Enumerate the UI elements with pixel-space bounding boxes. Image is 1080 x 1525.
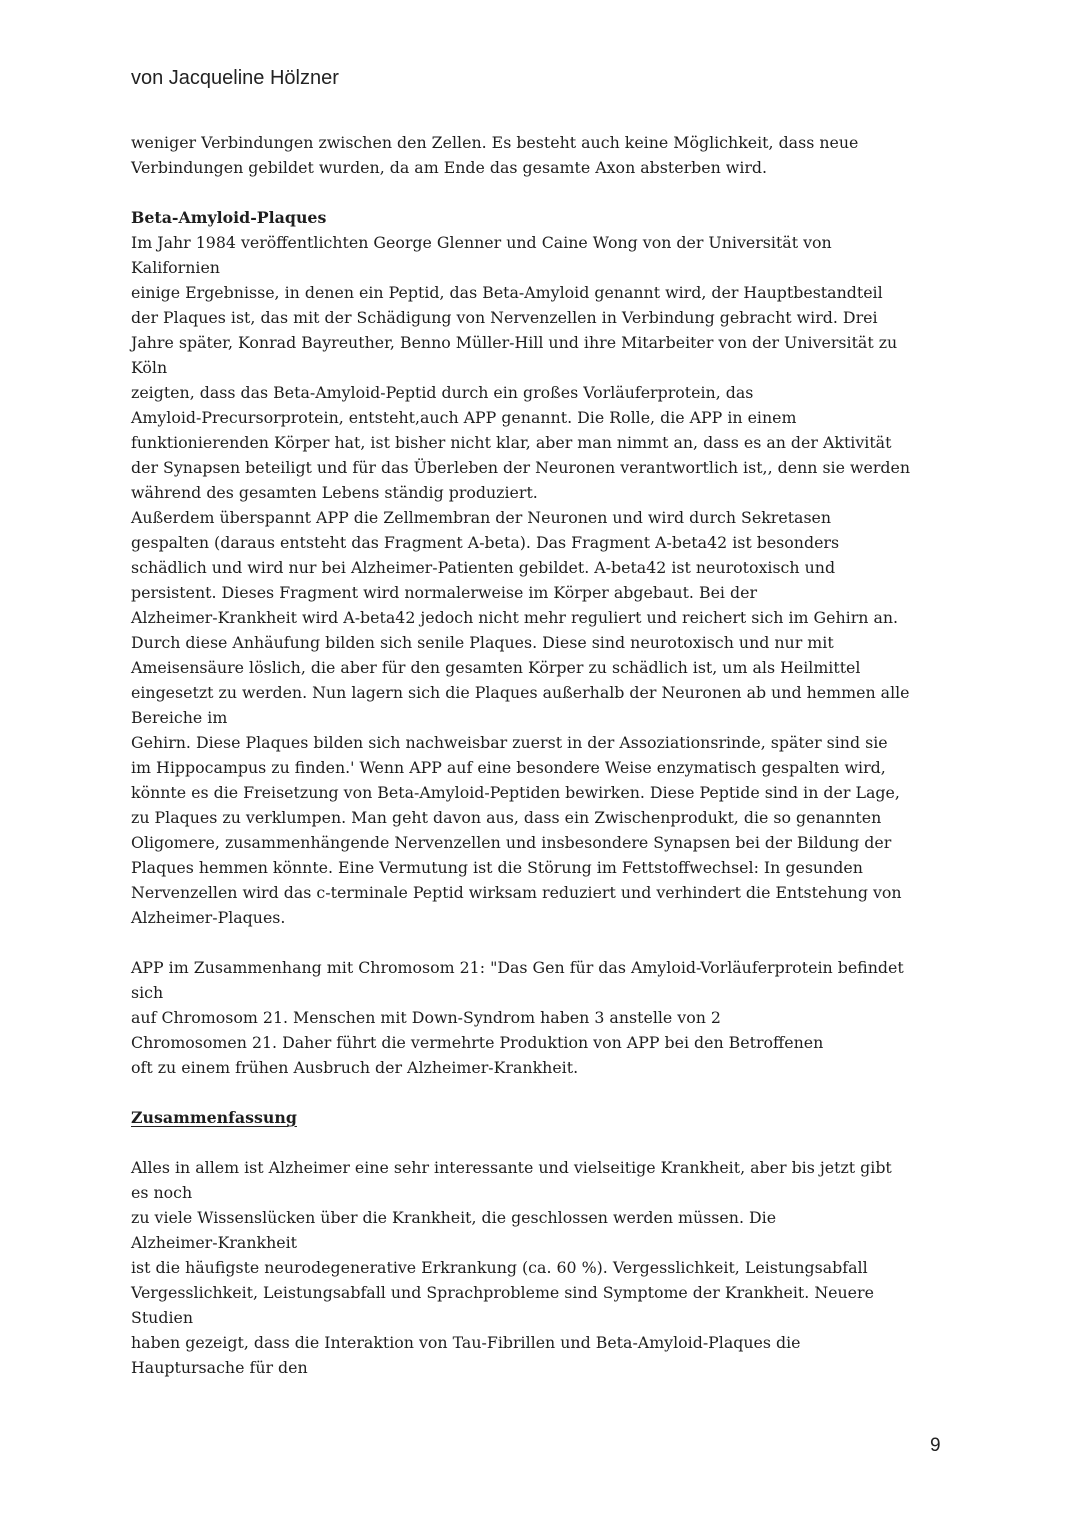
- paragraph-spacer: [131, 1130, 961, 1155]
- text-line: ist die häufigste neurodegenerative Erkrankung (ca. 60 %). Vergesslichkeit, Leistungsabfall: [131, 1258, 868, 1277]
- text-line: haben gezeigt, dass die Interaktion von Tau-Fibrillen und Beta-Amyloid-Plaques die: [131, 1333, 801, 1352]
- text-line: Jahre später, Konrad Bayreuther, Benno Müller-Hill und ihre Mitarbeiter von der Universität zu: [131, 333, 898, 352]
- page-number: 9: [930, 1435, 941, 1456]
- text-line: Oligomere, zusammenhängende Nervenzellen und insbesondere Synapsen bei der Bildung der: [131, 833, 892, 852]
- document-body: [131, 130, 961, 1380]
- section-heading-beta-amyloid: Beta-Amyloid-Plaques: [131, 208, 327, 227]
- text-line: persistent. Dieses Fragment wird normalerweise im Körper abgebaut. Bei der: [131, 583, 757, 602]
- text-line: eingesetzt zu werden. Nun lagern sich die Plaques außerhalb der Neuronen ab und hemmen alle: [131, 683, 910, 702]
- text-line: es noch: [131, 1183, 193, 1202]
- text-line: funktionierenden Körper hat, ist bisher nicht klar, aber man nimmt an, dass es an der Aktivität: [131, 433, 892, 452]
- text-line: schädlich und wird nur bei Alzheimer-Patienten gebildet. A-beta42 ist neurotoxisch und: [131, 558, 836, 577]
- text-line: oft zu einem frühen Ausbruch der Alzheimer-Krankheit.: [131, 1058, 579, 1077]
- paragraph-spacer: [131, 930, 961, 955]
- text-line: APP im Zusammenhang mit Chromosom 21: "Das Gen für das Amyloid-Vorläuferprotein befindet: [131, 958, 904, 977]
- text-line: Chromosomen 21. Daher führt die vermehrte Produktion von APP bei den Betroffenen: [131, 1033, 824, 1052]
- text-line: Hauptursache für den: [131, 1358, 308, 1377]
- page-header-author: von Jacqueline Hölzner: [131, 67, 339, 89]
- beta-amyloid-section: [131, 205, 961, 930]
- text-line: Studien: [131, 1308, 194, 1327]
- text-line: während des gesamten Lebens ständig produziert.: [131, 483, 538, 502]
- text-line: Verbindungen gebildet wurden, da am Ende das gesamte Axon absterben wird.: [131, 158, 768, 177]
- text-line: könnte es die Freisetzung von Beta-Amyloid-Peptiden bewirken. Diese Peptide sind in der Lage,: [131, 783, 900, 802]
- text-line: der Plaques ist, das mit der Schädigung von Nervenzellen in Verbindung gebracht wird. Drei: [131, 308, 878, 327]
- text-line: Alzheimer-Krankheit: [131, 1233, 298, 1252]
- paragraph-spacer: [131, 1080, 961, 1105]
- text-line: Alzheimer-Plaques.: [131, 908, 286, 927]
- text-line: Köln: [131, 358, 168, 377]
- text-line: Kalifornien: [131, 258, 220, 277]
- text-line: im Hippocampus zu finden.' Wenn APP auf eine besondere Weise enzymatisch gespalten wird,: [131, 758, 886, 777]
- text-line: zeigten, dass das Beta-Amyloid-Peptid durch ein großes Vorläuferprotein, das: [131, 383, 754, 402]
- text-line: Durch diese Anhäufung bilden sich senile Plaques. Diese sind neurotoxisch und nur mit: [131, 633, 834, 652]
- text-line: zu Plaques zu verklumpen. Man geht davon aus, dass ein Zwischenprodukt, die so genannten: [131, 808, 882, 827]
- text-line: gespalten (daraus entsteht das Fragment A-beta). Das Fragment A-beta42 ist besonders: [131, 533, 840, 552]
- text-line: zu viele Wissenslücken über die Krankheit, die geschlossen werden müssen. Die: [131, 1208, 777, 1227]
- text-line: einige Ergebnisse, in denen ein Peptid, das Beta-Amyloid genannt wird, der Hauptbestandteil: [131, 283, 883, 302]
- summary-section: [131, 1105, 961, 1380]
- text-line: auf Chromosom 21. Menschen mit Down-Syndrom haben 3 anstelle von 2: [131, 1008, 721, 1027]
- text-line: Bereiche im: [131, 708, 228, 727]
- text-line: der Synapsen beteiligt und für das Überleben der Neuronen verantwortlich ist,, denn sie werden: [131, 458, 911, 477]
- text-line: weniger Verbindungen zwischen den Zellen. Es besteht auch keine Möglichkeit, dass neue: [131, 133, 859, 152]
- text-line: Außerdem überspannt APP die Zellmembran der Neuronen und wird durch Sekretasen: [131, 508, 832, 527]
- text-line: Vergesslichkeit, Leistungsabfall und Sprachprobleme sind Symptome der Krankheit. Neuere: [131, 1283, 874, 1302]
- intro-paragraph: [131, 130, 961, 180]
- text-line: Plaques hemmen könnte. Eine Vermutung ist die Störung im Fettstoffwechsel: In gesunden: [131, 858, 863, 877]
- text-line: Alles in allem ist Alzheimer eine sehr interessante und vielseitige Krankheit, aber bis jetzt gibt: [131, 1158, 892, 1177]
- text-line: Im Jahr 1984 veröffentlichten George Glenner und Caine Wong von der Universität von: [131, 233, 832, 252]
- text-line: Nervenzellen wird das c-terminale Peptid wirksam reduziert und verhindert die Entstehung von: [131, 883, 902, 902]
- text-line: Gehirn. Diese Plaques bilden sich nachweisbar zuerst in der Assoziationsrinde, später sind sie: [131, 733, 888, 752]
- text-line: Amyloid-Precursorprotein, entsteht,auch APP genannt. Die Rolle, die APP in einem: [131, 408, 797, 427]
- section-heading-summary: Zusammenfassung: [131, 1108, 297, 1127]
- text-line: Alzheimer-Krankheit wird A-beta42 jedoch nicht mehr reguliert und reichert sich im Gehirn an.: [131, 608, 899, 627]
- text-line: Ameisensäure löslich, die aber für den gesamten Körper zu schädlich ist, um als Heilmittel: [131, 658, 861, 677]
- app-chromosome-paragraph: [131, 955, 961, 1080]
- paragraph-spacer: [131, 180, 961, 205]
- text-line: sich: [131, 983, 164, 1002]
